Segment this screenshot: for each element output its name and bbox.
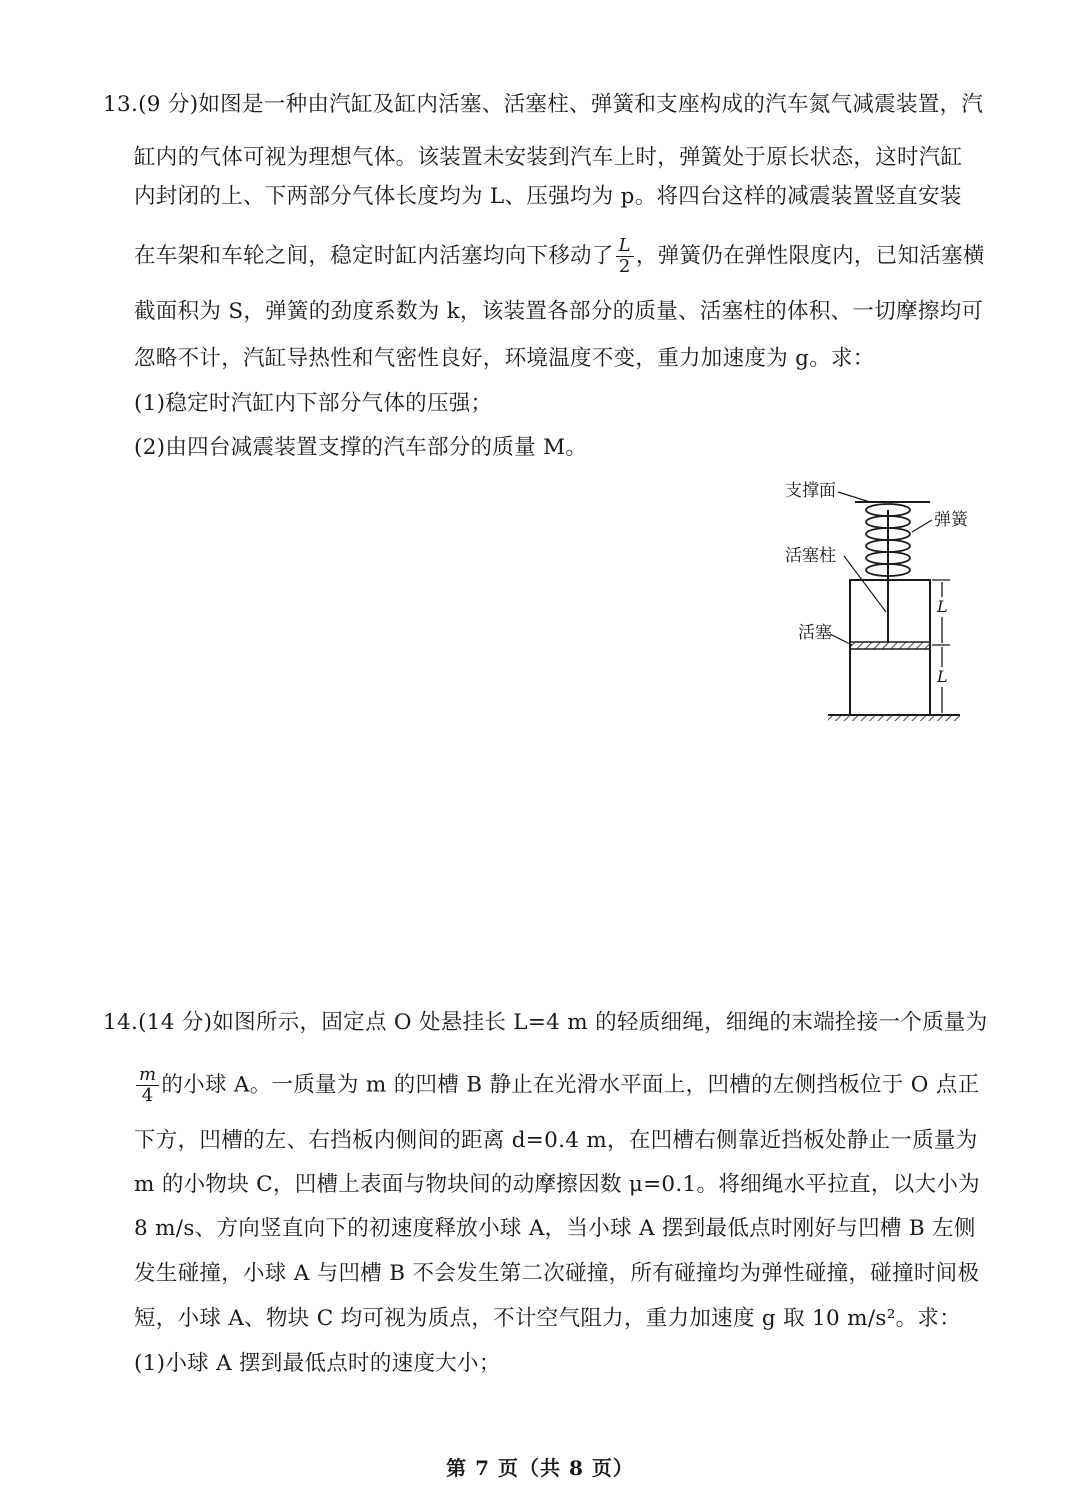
q13-subquestion-1: (1)稳定时汽缸内下部分气体的压强； bbox=[134, 391, 493, 416]
q13-line-1: 13.(9 分)如图是一种由汽缸及缸内活塞、活塞柱、弹簧和支座构成的汽车氮气减震装置，汽 bbox=[103, 92, 984, 117]
fraction-denominator: 2 bbox=[618, 256, 631, 277]
q13-line-4-pre: 在车架和车轮之间，稳定时缸内活塞均向下移动了 bbox=[134, 243, 614, 269]
q13-line-3: 内封闭的上、下两部分气体长度均为 L、压强均为 p。将四台这样的减震装置竖直安装 bbox=[134, 184, 962, 209]
q13-line-4-post: ，弹簧仍在弹性限度内，已知活塞横 bbox=[635, 243, 985, 269]
fraction-numerator: L bbox=[616, 236, 634, 257]
spring-leader-line bbox=[912, 520, 932, 532]
page-footer: 第 7 页（共 8 页） bbox=[446, 1456, 634, 1480]
dimension-label-upper: L bbox=[937, 597, 948, 616]
shock-absorber-diagram bbox=[770, 472, 970, 722]
piston-leader-line bbox=[830, 634, 852, 645]
fraction-m-over-4 bbox=[136, 1065, 159, 1106]
q14-subquestion-1: (1)小球 A 摆到最低点时的速度大小； bbox=[134, 1351, 501, 1376]
q13-line-5: 截面积为 S，弹簧的劲度系数为 k，该装置各部分的质量、活塞柱的体积、一切摩擦均可 bbox=[134, 299, 984, 324]
dimension-label-lower: L bbox=[937, 667, 948, 686]
fraction-denominator: 4 bbox=[141, 1085, 154, 1106]
q14-line-7: 短，小球 A、物块 C 均可视为质点，不计空气阻力，重力加速度 g 取 10 m/s²。求： bbox=[134, 1306, 962, 1331]
fraction-L-over-2 bbox=[616, 236, 634, 277]
q14-line-4: m 的小物块 C，凹槽上表面与物块间的动摩擦因数 μ=0.1。将细绳水平拉直，以大小为 bbox=[134, 1172, 980, 1197]
ground-hatching bbox=[828, 715, 960, 721]
label-spring: 弹簧 bbox=[934, 510, 968, 530]
label-piston: 活塞 bbox=[798, 623, 832, 643]
q14-line-6: 发生碰撞，小球 A 与凹槽 B 不会发生第二次碰撞，所有碰撞均为弹性碰撞，碰撞时间极 bbox=[134, 1261, 980, 1286]
label-piston-rod: 活塞柱 bbox=[785, 546, 836, 566]
support-leader-line bbox=[838, 492, 870, 502]
q14-line-2 bbox=[134, 1065, 979, 1106]
q14-line-3: 下方，凹槽的左、右挡板内侧间的距离 d=0.4 m，在凹槽右侧靠近挡板处静止一质量为 bbox=[134, 1128, 978, 1153]
label-support-surface: 支撑面 bbox=[785, 481, 836, 501]
q13-line-4 bbox=[134, 236, 985, 277]
q14-line-1: 14.(14 分)如图所示，固定点 O 处悬挂长 L=4 m 的轻质细绳，细绳的末端拴接一个质量为 bbox=[103, 1010, 988, 1035]
q13-subquestion-2: (2)由四台减震装置支撑的汽车部分的质量 M。 bbox=[134, 435, 588, 460]
q13-line-2: 缸内的气体可视为理想气体。该装置未安装到汽车上时，弹簧处于原长状态，这时汽缸 bbox=[134, 145, 963, 170]
q14-line-2-post: 的小球 A。一质量为 m 的凹槽 B 静止在光滑水平面上，凹槽的左侧挡板位于 O 点正 bbox=[161, 1072, 980, 1098]
q13-line-6: 忽略不计，汽缸导热性和气密性良好，环境温度不变，重力加速度为 g。求： bbox=[134, 346, 875, 371]
fraction-numerator: m bbox=[136, 1065, 159, 1086]
piston bbox=[850, 642, 930, 649]
q14-line-5: 8 m/s、方向竖直向下的初速度释放小球 A，当小球 A 摆到最低点时刚好与凹槽 B 左侧 bbox=[134, 1216, 976, 1241]
